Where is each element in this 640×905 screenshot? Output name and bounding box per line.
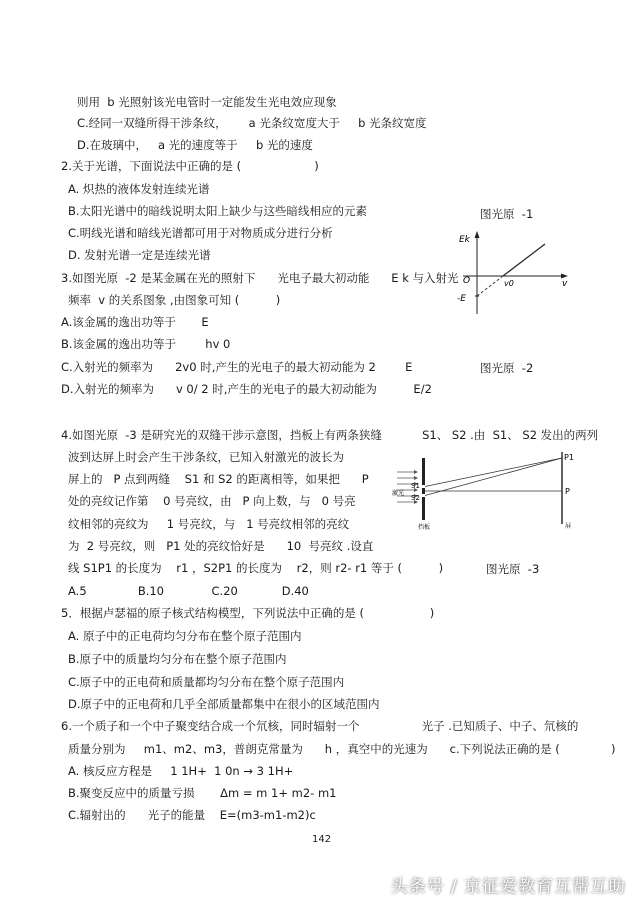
figure-label-2: 图光原 -2 xyxy=(480,361,534,375)
option-d: D. 发射光谱一定是连续光谱 xyxy=(68,248,211,262)
text-line: C.经同一双缝所得干涉条纹， a 光条纹宽度大于 b 光条纹宽度 xyxy=(77,116,427,130)
text-line: 屏上的 P 点到两缝 S1 和 S2 的距离相等，如果把 P xyxy=(68,472,369,486)
text-line: 线 S1P1 的长度为 r1 ，S2P1 的长度为 r2，则 r2- r1 等于 ( ) xyxy=(68,561,444,575)
text-line: 处的亮纹记作第 0 号亮纹，由 P 向上数，与 0 号亮 xyxy=(68,494,356,508)
text-line: D.在玻璃中， a 光的速度等于 b 光的速度 xyxy=(77,138,313,152)
question-4: 4.如图光原 -3 是研究光的双缝干涉示意图，挡板上有两条狭缝 S1、 S2 .由 S1、 S2 发出的两列 xyxy=(61,428,599,442)
figure-label-3: 图光原 -3 xyxy=(486,562,540,576)
option-b: B.聚变反应中的质量亏损 Δm = m 1+ m2- m1 xyxy=(68,786,337,800)
option-c: C.明线光谱和暗线光谱都可用于对物质成分进行分析 xyxy=(68,226,333,240)
option-d: D.原子中的正电荷和几乎全部质量都集中在很小的区域范围内 xyxy=(68,697,380,711)
option-a: A. 炽热的液体发射连续光谱 xyxy=(68,182,210,196)
s1-label: S1 xyxy=(411,482,420,490)
answer-options: A.5 B.10 C.20 D.40 xyxy=(68,584,309,598)
text-line: 频率 v 的关系图象 ,由图象可知 ( ) xyxy=(68,293,281,307)
option-c: C.入射光的频率为 2v0 时,产生的光电子的最大初动能为 2 E xyxy=(61,360,413,374)
neg-e-label: -E xyxy=(457,294,466,304)
laser-label: 激光 xyxy=(392,490,405,497)
ek-axis-label: Ek xyxy=(459,235,470,245)
option-c: C.原子中的正电荷和质量都均匀分布在整个原子范围内 xyxy=(68,675,345,689)
question-2: 2.关于光谱，下面说法中正确的是 ( ) xyxy=(61,159,319,173)
p1-label: P1 xyxy=(564,453,574,462)
option-a: A. 原子中的正电荷均匀分布在整个原子范围内 xyxy=(68,629,302,643)
option-b: B.该金属的逸出功等于 hv 0 xyxy=(61,337,231,351)
text-line: 则用 b 光照射该光电管时一定能发生光电效应现象 xyxy=(77,95,337,109)
question-6: 6.一个质子和一个中子聚变结合成一个氘核，同时辐射一个 光子 .已知质子、中子、氘核的 xyxy=(61,719,579,733)
baffle-label: 挡板 xyxy=(418,524,431,531)
option-a: A.该金属的逸出功等于 E xyxy=(61,315,209,329)
figure-label-1: 图光原 -1 xyxy=(480,207,534,221)
question-5: 5．根据卢瑟福的原子核式结构模型，下列说法中正确的是 ( ) xyxy=(61,606,435,620)
text-line: 质量分别为 m1、m2、m3，普朗克常量为 h ，真空中的光速为 c.下列说法正确的是 ( ) xyxy=(68,742,616,756)
question-3: 3.如图光原 -2 是某金属在光的照射下 光电子最大初动能 E k 与入射光 xyxy=(61,271,459,285)
v0-label: v0 xyxy=(504,279,514,288)
ek-frequency-graph xyxy=(455,228,575,318)
text-line: 纹相邻的亮纹为 1 号亮纹，与 1 号亮纹相邻的亮纹 xyxy=(68,517,350,531)
option-b: B.太阳光谱中的暗线说明太阳上缺少与这些暗线相应的元素 xyxy=(68,204,368,218)
double-slit-diagram xyxy=(392,450,577,530)
origin-label: O xyxy=(463,276,471,286)
option-d: D.入射光的频率为 v 0/ 2 时,产生的光电子的最大初动能为 E/2 xyxy=(61,382,432,396)
option-a: A. 核反应方程是 1 1H+ 1 0n → 3 1H+ xyxy=(68,764,294,778)
option-b: B.原子中的质量均匀分布在整个原子范围内 xyxy=(68,652,287,666)
text-line: 为 2 号亮纹，则 P1 处的亮纹恰好是 10 号亮纹 .设直 xyxy=(68,539,374,553)
text-line: 波到达屏上时会产生干涉条纹，已知入射激光的波长为 xyxy=(68,450,344,464)
option-c: C.辐射出的 光子的能量 E=(m3-m1-m2)c xyxy=(68,808,316,822)
watermark: 头条号 / 京征爱教育互帮互助 xyxy=(390,877,626,897)
page-number: 142 xyxy=(312,834,332,845)
screen-label: 屏 xyxy=(565,523,572,530)
s2-label: S2 xyxy=(411,494,420,502)
v-axis-label: v xyxy=(562,279,568,289)
p-label: P xyxy=(565,487,570,496)
